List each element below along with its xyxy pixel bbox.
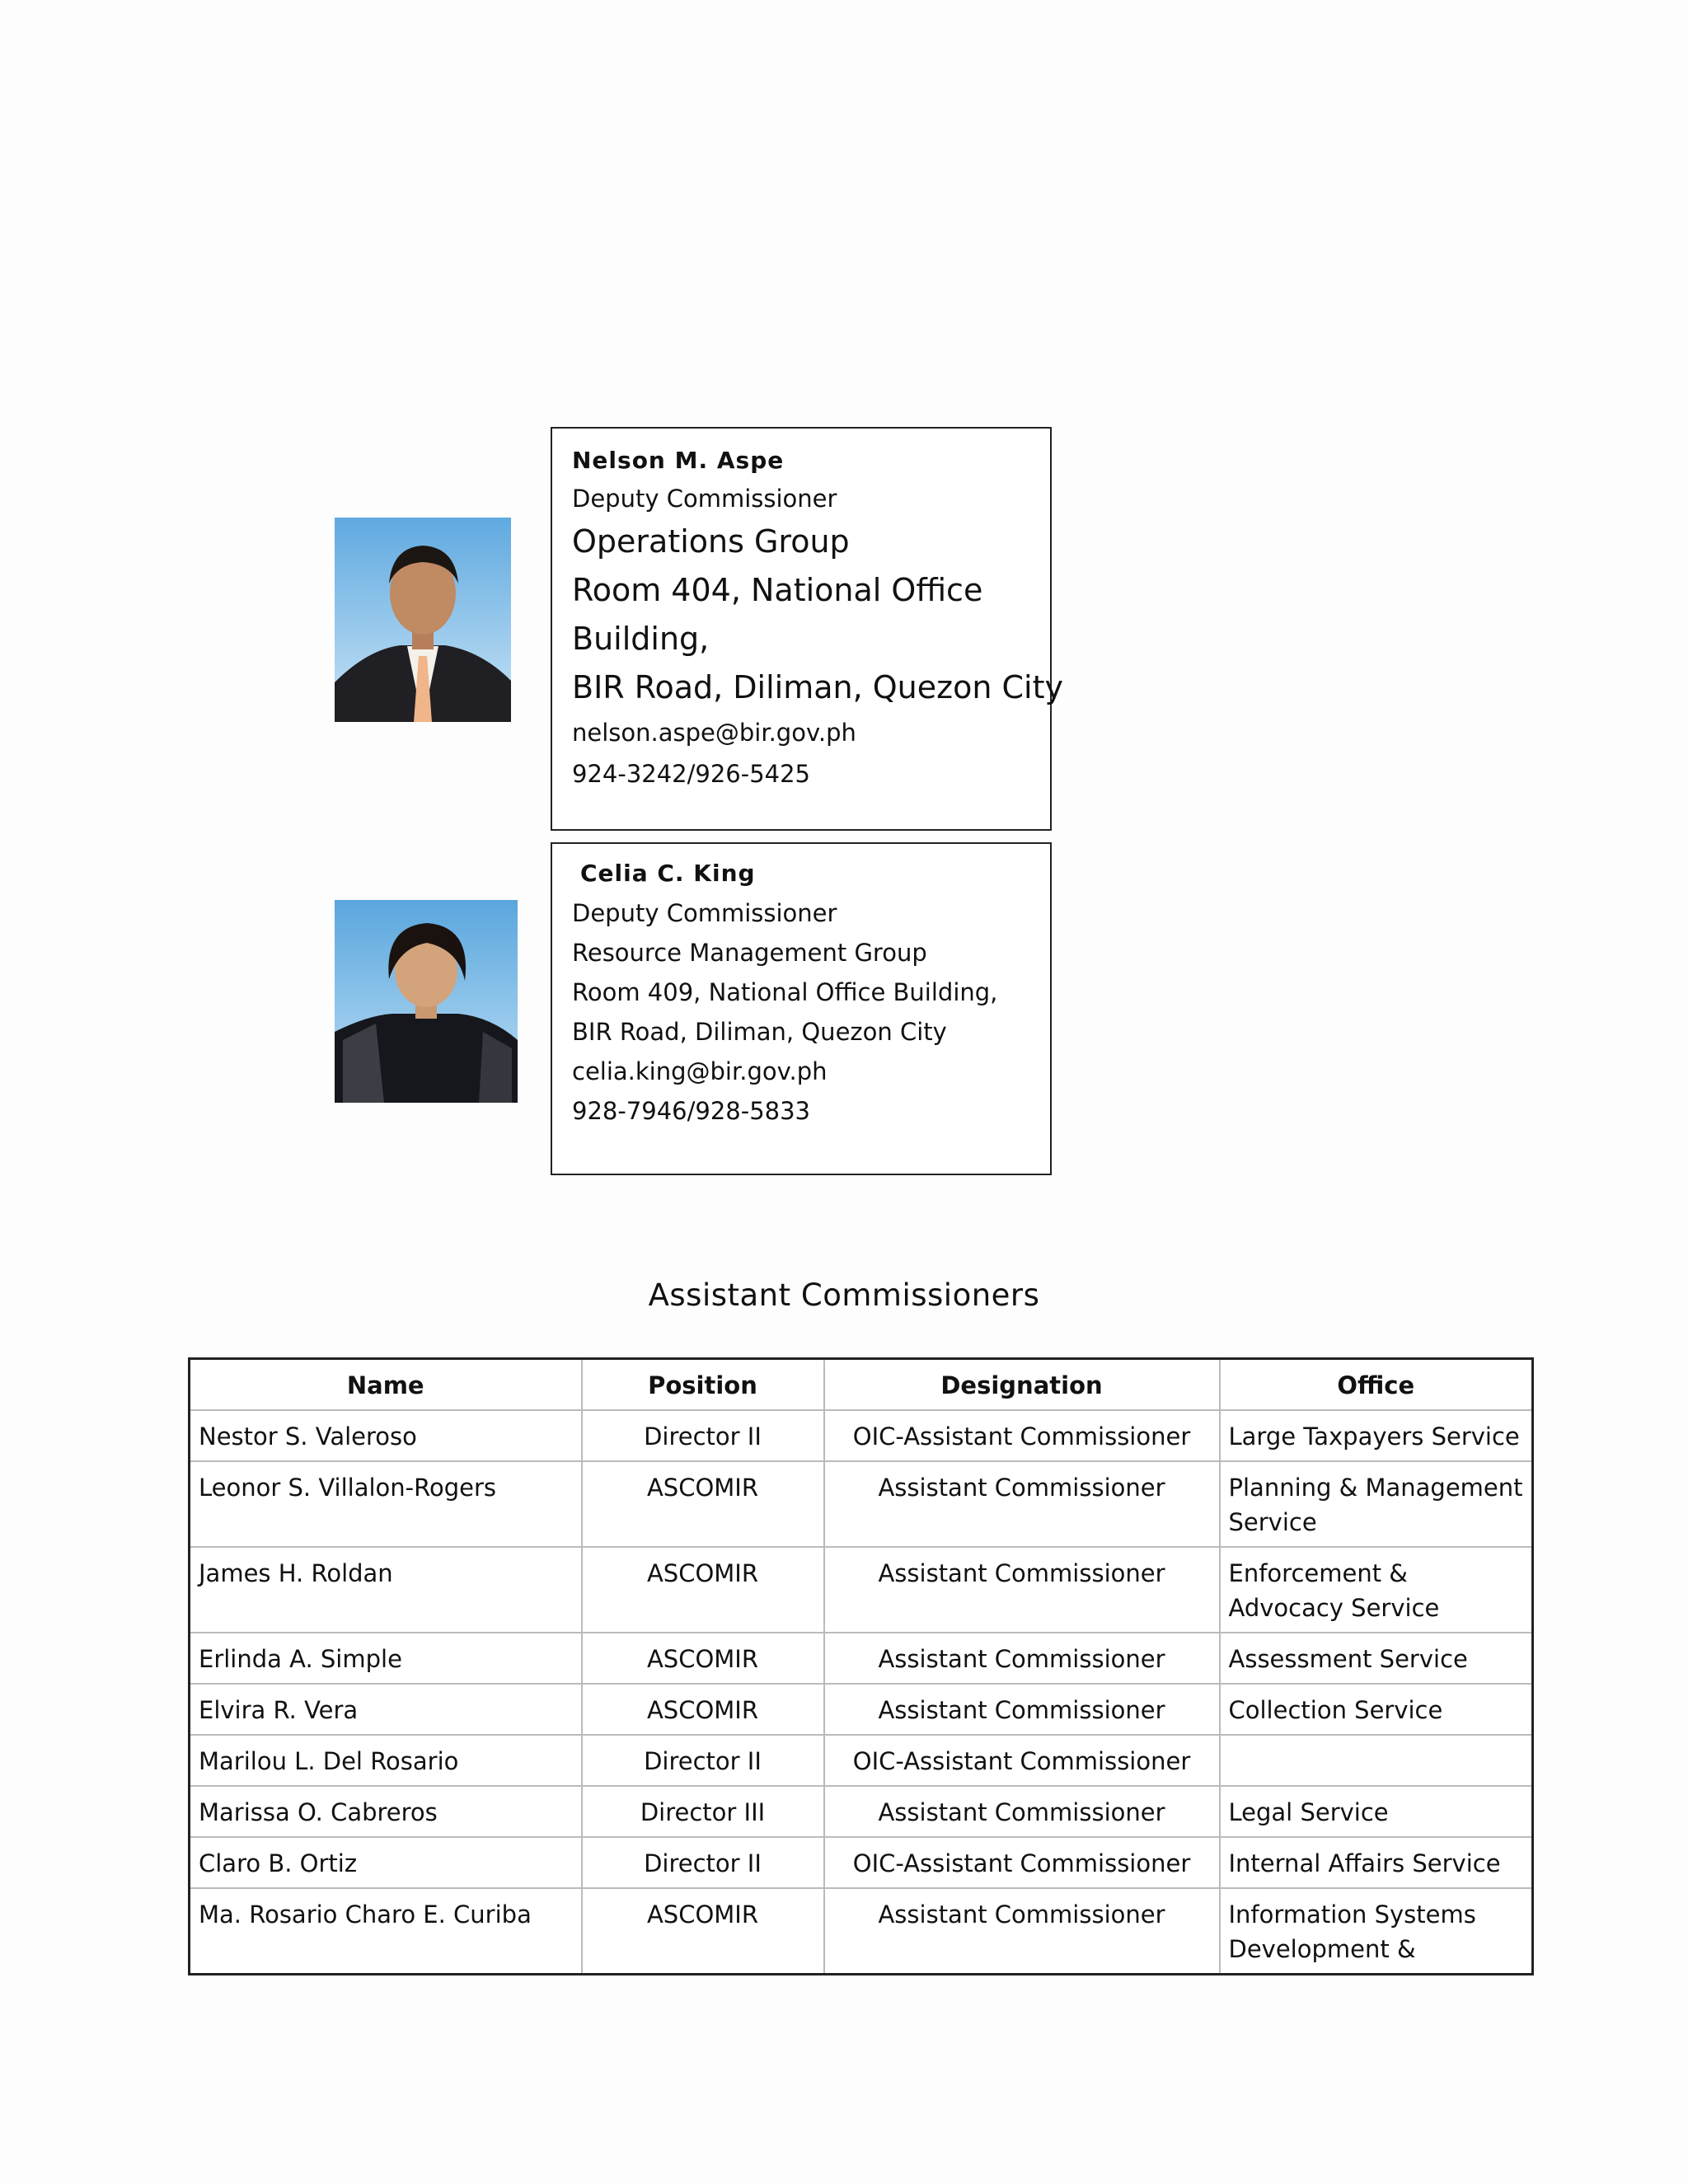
cell-office: Planning & Management Service [1220, 1461, 1533, 1547]
cell-name: Erlinda A. Simple [190, 1633, 582, 1684]
assistant-commissioners-table [188, 1357, 1534, 1975]
cell-name: Leonor S. Villalon-Rogers [190, 1461, 582, 1547]
cell-designation: Assistant Commissioner [824, 1633, 1220, 1684]
deputy-group: Operations Group [572, 523, 850, 560]
cell-name: Ma. Rosario Charo E. Curiba [190, 1888, 582, 1975]
table-row [190, 1837, 1533, 1888]
table-row [190, 1461, 1533, 1547]
cell-position: Director II [582, 1410, 824, 1461]
header-designation: Designation [824, 1359, 1220, 1411]
section-heading: Assistant Commissioners [648, 1277, 1040, 1313]
cell-name: Elvira R. Vera [190, 1684, 582, 1735]
deputy-card-king [551, 842, 1052, 1175]
deputy-name: Celia C. King [580, 860, 756, 887]
deputy-address-line2: BIR Road, Diliman, Quezon City [572, 1018, 947, 1046]
cell-position: Director II [582, 1837, 824, 1888]
cell-position: ASCOMIR [582, 1547, 824, 1633]
deputy-phone: 928-7946/928-5833 [572, 1097, 811, 1125]
header-name: Name [190, 1359, 582, 1411]
cell-office: Legal Service [1220, 1786, 1533, 1837]
cell-position: ASCOMIR [582, 1684, 824, 1735]
cell-office: Information Systems Development & [1220, 1888, 1533, 1975]
table-row [190, 1684, 1533, 1735]
deputy-address-line1: Room 409, National Office Building, [572, 978, 998, 1006]
portrait-photo-king [335, 900, 518, 1103]
cell-office: Assessment Service [1220, 1633, 1533, 1684]
cell-position: Director III [582, 1786, 824, 1837]
deputy-phone: 924-3242/926-5425 [572, 760, 811, 788]
cell-office: Collection Service [1220, 1684, 1533, 1735]
deputy-address-line1: Room 404, National Office [572, 572, 983, 608]
deputy-group: Resource Management Group [572, 939, 927, 967]
header-office: Office [1220, 1359, 1533, 1411]
cell-position: ASCOMIR [582, 1633, 824, 1684]
table-row [190, 1547, 1533, 1633]
deputy-position: Deputy Commissioner [572, 485, 837, 513]
cell-office: Enforcement & Advocacy Service [1220, 1547, 1533, 1633]
cell-designation: Assistant Commissioner [824, 1461, 1220, 1547]
table-row [190, 1786, 1533, 1837]
cell-designation: OIC-Assistant Commissioner [824, 1410, 1220, 1461]
cell-name: Nestor S. Valeroso [190, 1410, 582, 1461]
deputy-position: Deputy Commissioner [572, 899, 837, 927]
cell-designation: OIC-Assistant Commissioner [824, 1735, 1220, 1786]
cell-position: Director II [582, 1735, 824, 1786]
cell-position: ASCOMIR [582, 1888, 824, 1975]
deputy-address-line3: BIR Road, Diliman, Quezon City [572, 669, 1063, 705]
deputy-email: nelson.aspe@bir.gov.ph [572, 719, 856, 747]
cell-designation: Assistant Commissioner [824, 1684, 1220, 1735]
table-header-row [190, 1359, 1533, 1411]
deputy-name: Nelson M. Aspe [572, 447, 785, 474]
cell-designation: Assistant Commissioner [824, 1888, 1220, 1975]
cell-name: James H. Roldan [190, 1547, 582, 1633]
cell-office [1220, 1735, 1533, 1786]
cell-office: Large Taxpayers Service [1220, 1410, 1533, 1461]
portrait-photo-aspe [335, 518, 511, 722]
cell-name: Marissa O. Cabreros [190, 1786, 582, 1837]
cell-office: Internal Affairs Service [1220, 1837, 1533, 1888]
header-position: Position [582, 1359, 824, 1411]
cell-position: ASCOMIR [582, 1461, 824, 1547]
table-row [190, 1633, 1533, 1684]
cell-name: Claro B. Ortiz [190, 1837, 582, 1888]
cell-name: Marilou L. Del Rosario [190, 1735, 582, 1786]
cell-designation: Assistant Commissioner [824, 1547, 1220, 1633]
cell-designation: OIC-Assistant Commissioner [824, 1837, 1220, 1888]
cell-designation: Assistant Commissioner [824, 1786, 1220, 1837]
table-row [190, 1735, 1533, 1786]
deputy-email: celia.king@bir.gov.ph [572, 1057, 828, 1085]
deputy-address-line2: Building, [572, 621, 710, 657]
table-row [190, 1888, 1533, 1975]
deputy-card-aspe [551, 427, 1063, 831]
table-row [190, 1410, 1533, 1461]
